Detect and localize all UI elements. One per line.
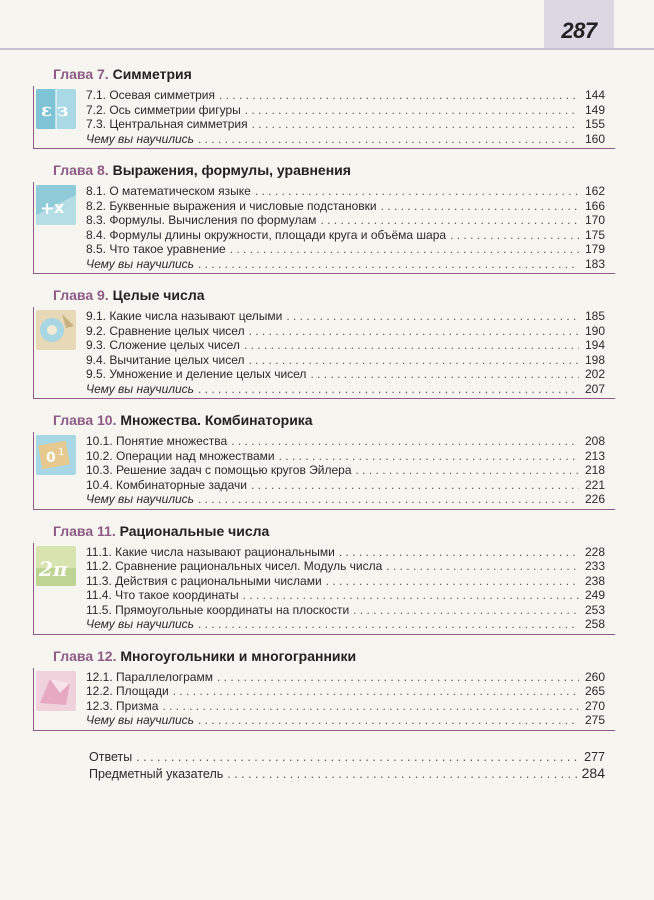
toc-entry (86, 257, 605, 272)
toc-entry (86, 492, 605, 507)
toc-entry (86, 463, 605, 478)
toc-entry (89, 765, 605, 782)
toc-entry (86, 353, 605, 368)
leader-dots (353, 603, 579, 618)
toc-entry-title: 10.1. Понятие множества (86, 434, 228, 448)
toc-entry-title: 9.1. Какие числа называют целыми (86, 309, 283, 323)
toc-entry (89, 749, 605, 765)
toc-entry-page: 277 (584, 749, 605, 764)
toc-entry-page: 170 (584, 213, 605, 227)
leader-dots (249, 324, 579, 339)
chapter-label: Глава 9. (53, 287, 109, 303)
toc-entry-title: 8.1. О математическом языке (86, 184, 251, 198)
toc-entry-title: 7.2. Ось симметрии фигуры (86, 102, 241, 117)
leader-dots (173, 684, 579, 699)
leader-dots (217, 670, 579, 685)
toc-entry-title: 7.3. Центральная симметрия (86, 117, 248, 131)
toc-entry (86, 545, 605, 560)
toc-entry-title: 11.1. Какие числа называют рациональными (86, 544, 335, 559)
toc-entry-page: 183 (584, 256, 605, 271)
chapter-title (53, 287, 615, 303)
sets-icon (36, 435, 76, 475)
leader-dots (286, 309, 579, 324)
two-pi-icon (36, 546, 76, 586)
chapter-entries (33, 307, 615, 399)
leader-dots (198, 257, 579, 272)
svg-text:з: з (57, 100, 69, 121)
toc-entry-title: 9.2. Сравнение целых чисел (86, 323, 245, 338)
toc-entry-page: 249 (584, 588, 605, 602)
toc-entry-title: Чему вы научились (86, 381, 194, 396)
chapter-section (33, 287, 615, 399)
symmetry-icon (36, 89, 76, 129)
appendix-entries (33, 749, 615, 782)
toc-entry (86, 434, 605, 449)
chapter-name: Выражения, формулы, уравнения (112, 162, 351, 178)
leader-dots (244, 338, 579, 353)
chapter-title (53, 412, 615, 428)
chapter-name: Рациональные числа (119, 522, 270, 539)
toc-entry-page: 194 (584, 338, 605, 352)
chapter-section (33, 648, 615, 731)
toc-entry-page: 155 (584, 117, 605, 131)
leader-dots (136, 749, 579, 765)
toc-entry (86, 132, 605, 147)
toc-entry-title: 12.2. Площади (86, 684, 169, 698)
leader-dots (198, 617, 579, 632)
toc-entry (86, 449, 605, 464)
toc-entry-page: 260 (584, 669, 605, 684)
leader-dots (198, 382, 579, 397)
chapter-title (53, 648, 615, 664)
toc-entry (86, 338, 605, 353)
leader-dots (255, 184, 579, 199)
svg-text:1: 1 (58, 447, 65, 458)
chapter-title (53, 162, 615, 178)
toc-entry (86, 199, 605, 214)
leader-dots (251, 478, 579, 493)
toc-entry (86, 213, 605, 228)
toc-entry-page: 149 (584, 102, 605, 117)
chapter-label: Глава 7. (53, 66, 109, 82)
svg-text:+: + (40, 199, 55, 219)
chapter-entries (33, 432, 615, 510)
chapter-entries (33, 543, 615, 635)
chapter-section (33, 412, 615, 510)
leader-dots (245, 103, 579, 118)
leader-dots (231, 434, 579, 449)
leader-dots (252, 117, 579, 132)
toc-entry (86, 617, 605, 632)
chapter-entries (33, 86, 615, 149)
toc-entry-page: 175 (584, 227, 605, 242)
toc-entry-title: Чему вы научились (86, 492, 194, 506)
toc-entry (86, 588, 605, 603)
svg-text:2π: 2π (39, 556, 68, 581)
chapter-section (33, 162, 615, 274)
toc-entry-page: 207 (584, 381, 605, 396)
leader-dots (386, 559, 579, 574)
toc-entry-title: 8.4. Формулы длины окружности, площади круга и объёма шара (86, 227, 447, 242)
toc-entry-page: 275 (584, 713, 605, 727)
toc-entry-page: 166 (584, 198, 605, 213)
toc-entry-title: 8.3. Формулы. Вычисления по формулам (86, 213, 317, 227)
page-number: 287 (561, 18, 597, 43)
toc-entry-page: 185 (584, 309, 605, 323)
leader-dots (320, 213, 579, 228)
toc-entry (86, 699, 605, 714)
leader-dots (198, 713, 579, 728)
toc-entry-page: 253 (584, 602, 605, 617)
chapter-name: Множества. Комбинаторика (120, 412, 313, 428)
toc-entry (86, 324, 605, 339)
toc-entry (86, 88, 605, 103)
toc-entry-title: 11.5. Прямоугольные координаты на плоскости (86, 602, 350, 617)
leader-dots (279, 449, 579, 464)
chapter-entries (33, 668, 615, 731)
toc-entry-title: 10.3. Решение задач с помощью кругов Эйлера (86, 463, 352, 477)
toc-entry-title: Чему вы научились (86, 131, 194, 146)
toc-entry-page: 258 (584, 617, 605, 631)
toc-entry-title: Ответы (89, 749, 133, 764)
toc-entry-title: 11.4. Что такое координаты (86, 588, 239, 602)
toc-entry-page: 162 (584, 184, 605, 198)
toc-entry-page: 202 (584, 367, 605, 381)
svg-text:ε: ε (41, 100, 52, 121)
leader-dots (230, 242, 579, 257)
toc-entry-title: 8.2. Буквенные выражения и числовые подстановки (86, 198, 377, 213)
toc-entry-title: 7.1. Осевая симметрия (86, 88, 215, 102)
toc-entry-page: 190 (584, 323, 605, 338)
toc-entry-page: 238 (584, 573, 605, 588)
toc-entry-title: Чему вы научились (86, 617, 194, 631)
chapter-label: Глава 8. (53, 162, 109, 178)
toc-entry-title: 12.3. Призма (86, 698, 159, 713)
toc-entry-page: 284 (581, 764, 605, 781)
toc-entry (86, 382, 605, 397)
toc-entry (86, 117, 605, 132)
leader-dots (310, 367, 579, 382)
leader-dots (326, 574, 579, 589)
leader-dots (227, 766, 577, 782)
table-of-contents (33, 66, 615, 782)
svg-text:x: x (54, 198, 65, 217)
leader-dots (243, 588, 579, 603)
leader-dots (162, 699, 579, 714)
chapter-label: Глава 11. (53, 522, 116, 539)
chapter-title (53, 523, 615, 539)
toc-entry-title: 12.1. Параллелограмм (86, 669, 213, 684)
toc-entry (86, 670, 605, 685)
toc-entry-title: 8.5. Что такое уравнение (86, 242, 226, 256)
svg-text:0: 0 (46, 450, 56, 466)
toc-entry-page: 233 (584, 559, 605, 573)
chapter-title (53, 66, 615, 82)
toc-entry (86, 184, 605, 199)
leader-dots (339, 545, 579, 560)
toc-entry (86, 478, 605, 493)
toc-entry-page: 144 (584, 88, 605, 102)
toc-entry (86, 559, 605, 574)
toc-entry (86, 228, 605, 243)
toc-entry-page: 265 (584, 684, 605, 698)
toc-entry-title: 11.2. Сравнение рациональных чисел. Модуль числа (86, 559, 383, 573)
toc-entry (86, 367, 605, 382)
toc-entry (86, 713, 605, 728)
formula-icon (36, 185, 76, 225)
toc-entry (86, 103, 605, 118)
toc-entry-title: Предметный указатель (89, 766, 224, 781)
toc-entry-page: 208 (584, 434, 605, 448)
toc-entry-title: 10.2. Операции над множествами (86, 448, 275, 463)
toc-entry-page: 198 (584, 352, 605, 367)
toc-entry-page: 228 (584, 544, 605, 559)
toc-entry (86, 242, 605, 257)
leader-dots (450, 228, 579, 243)
toc-entry-page: 218 (584, 463, 605, 477)
toc-entry-title: 9.5. Умножение и деление целых чисел (86, 367, 307, 381)
chapter-label: Глава 10. (53, 412, 117, 428)
toc-entry-title: 10.4. Комбинаторные задачи (86, 477, 247, 492)
toc-entry-page: 160 (584, 131, 605, 146)
leader-dots (356, 463, 579, 478)
chapter-label: Глава 12. (53, 647, 117, 664)
polygons-icon (36, 671, 76, 711)
toc-entry (86, 574, 605, 589)
toc-entry (86, 309, 605, 324)
leader-dots (198, 492, 579, 507)
toc-entry-page: 221 (584, 477, 605, 492)
chapter-name: Симметрия (112, 66, 192, 82)
leader-dots (198, 132, 579, 147)
toc-entry-page: 179 (584, 242, 605, 256)
toc-entry-title: 9.3. Сложение целых чисел (86, 338, 240, 352)
toc-entry-title: 9.4. Вычитание целых чисел (86, 352, 245, 367)
leader-dots (381, 199, 579, 214)
integers-icon (36, 310, 76, 350)
leader-dots (219, 88, 579, 103)
chapter-section (33, 66, 615, 149)
toc-entry (86, 603, 605, 618)
toc-entry-title: Чему вы научились (86, 713, 194, 727)
toc-entry-page: 213 (584, 448, 605, 463)
chapter-name: Многоугольники и многогранники (120, 647, 357, 664)
chapter-entries (33, 182, 615, 274)
top-rule (0, 48, 654, 50)
chapter-section (33, 523, 615, 635)
leader-dots (249, 353, 579, 368)
toc-entry-page: 270 (584, 698, 605, 713)
toc-entry (86, 684, 605, 699)
toc-entry-title: 11.3. Действия с рациональными числами (86, 573, 322, 588)
toc-entry-title: Чему вы научились (86, 256, 194, 271)
toc-entry-page: 226 (584, 492, 605, 506)
page-number-tab (544, 0, 614, 48)
chapter-name: Целые числа (112, 287, 205, 303)
